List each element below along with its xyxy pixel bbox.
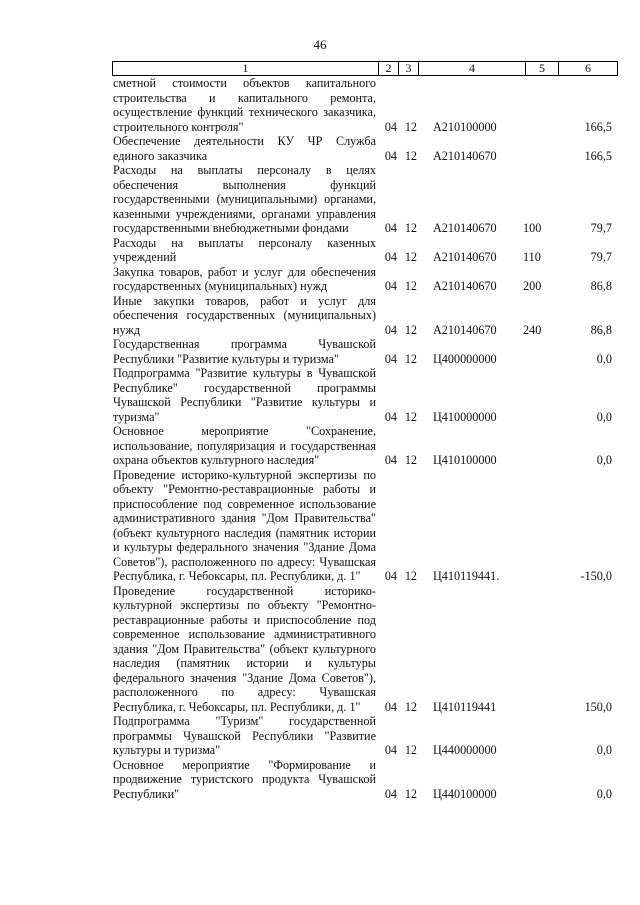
column-header-2: 2 (379, 62, 399, 76)
row-target-code: А210140670 (433, 279, 497, 293)
row-section: 04 (384, 743, 397, 757)
row-description: Основное мероприятие "Формирование и продвижение туристского продукта Чувашской Республики" (113, 757, 376, 801)
row-amount: 79,7 (590, 250, 612, 264)
row-description: сметной стоимости объектов капитального строительства и капитального ремонта, осуществление функций технического заказчика, строительного контроля" (113, 76, 376, 134)
row-description: Государственная программа Чувашской Республики "Развитие культуры и туризма" (113, 337, 376, 366)
table-row (113, 163, 613, 236)
table-row (113, 424, 613, 468)
row-amount: 0,0 (596, 453, 612, 467)
row-section: 04 (384, 453, 397, 467)
table-row (113, 366, 613, 424)
table-row (113, 134, 613, 163)
row-target-code: Ц410000000 (433, 409, 497, 424)
row-description: Проведение историко-культурной экспертизы по объекту "Ремонтно-реставрационные работы и приспособление под современное использование административного здания "Дом Правительства" (объект культурного наследия (памятник истории и культуры федерального значения "Здание Дома Советов"), расположенного по адресу: Чувашская Республика, г. Чебоксары, пл. Республики, д. 1" (113, 467, 376, 583)
row-section: 04 (384, 148, 397, 163)
row-target-code: А210140670 (433, 221, 497, 235)
row-expense-type: 240 (523, 322, 542, 337)
row-expense-type: 110 (523, 250, 541, 264)
column-header (112, 61, 618, 76)
row-section: 04 (384, 119, 397, 134)
row-section: 04 (384, 279, 397, 293)
table-row (113, 265, 613, 294)
row-target-code: Ц440100000 (433, 786, 497, 801)
row-target-code: А210100000 (433, 119, 497, 134)
row-section: 04 (384, 569, 397, 583)
budget-rows (113, 76, 613, 801)
row-description: Основное мероприятие "Сохранение, использование, популяризация и государственная охрана объектов культурного наследия" (113, 424, 376, 467)
row-target-code: А210140670 (433, 322, 497, 337)
table-row (113, 294, 613, 338)
row-subsection: 12 (404, 743, 417, 757)
row-section: 04 (384, 250, 397, 264)
row-target-code: А210140670 (433, 250, 497, 264)
row-section: 04 (384, 221, 397, 235)
row-amount: 86,8 (590, 322, 612, 337)
row-amount: 79,7 (590, 221, 612, 235)
row-expense-type: 100 (523, 221, 542, 235)
table-row (113, 468, 613, 584)
row-amount: -150,0 (580, 569, 612, 583)
row-description: Обеспечение деятельности КУ ЧР Служба единого заказчика (113, 134, 376, 163)
row-subsection: 12 (404, 279, 417, 293)
row-subsection: 12 (404, 409, 417, 424)
row-subsection: 12 (404, 221, 417, 235)
row-amount: 0,0 (596, 743, 612, 757)
row-subsection: 12 (404, 322, 417, 337)
table-row (113, 76, 613, 134)
row-description: Иные закупки товаров, работ и услуг для обеспечения государственных (муниципальных) нужд (113, 293, 376, 337)
row-subsection: 12 (404, 453, 417, 467)
row-amount: 150,0 (584, 699, 612, 714)
row-description: Проведение государственной историко-культурной экспертизы по объекту "Ремонтно-реставрационные работы и приспособление под современное использование административного здания "Дом Правительства" (объект культурного наследия (памятник истории и культуры федерального значения "Здание Дома Советов"), расположенного по адресу: Чувашская Республика, г. Чебоксары, пл. Республики, д. 1" (113, 583, 376, 714)
table-row (113, 236, 613, 265)
row-description: Расходы на выплаты персоналу в целях обеспечения выполнения функций государственными (муниципальными) органами, казенными учреждениями, органами управления государственными внебюджетными фондами (113, 163, 376, 235)
row-subsection: 12 (404, 569, 417, 583)
table-row (113, 758, 613, 802)
row-section: 04 (384, 409, 397, 424)
row-target-code: Ц440000000 (433, 743, 497, 757)
row-subsection: 12 (404, 119, 417, 134)
row-amount: 0,0 (596, 786, 612, 801)
row-target-code: Ц410100000 (433, 453, 497, 467)
row-description: Подпрограмма "Туризм" государственной программы Чувашской Республики "Развитие культуры и туризма" (113, 714, 376, 757)
row-subsection: 12 (404, 250, 417, 264)
column-header-4: 4 (419, 62, 526, 76)
table-row (113, 584, 613, 715)
row-subsection: 12 (404, 148, 417, 163)
column-header-6: 6 (559, 62, 618, 76)
row-amount: 0,0 (596, 351, 612, 366)
row-amount: 166,5 (584, 119, 612, 134)
row-amount: 86,8 (590, 279, 612, 293)
row-section: 04 (384, 786, 397, 801)
row-section: 04 (384, 351, 397, 366)
row-subsection: 12 (404, 351, 417, 366)
row-description: Подпрограмма "Развитие культуры в Чувашской Республике" государственной программы Чувашской Республики "Развитие культуры и туризма" (113, 366, 376, 424)
column-header-3: 3 (399, 62, 419, 76)
row-description: Расходы на выплаты персоналу казенных учреждений (113, 235, 376, 264)
row-subsection: 12 (404, 786, 417, 801)
table-row (113, 337, 613, 366)
row-description: Закупка товаров, работ и услуг для обеспечения государственных (муниципальных) нужд (113, 264, 376, 293)
table-row (113, 714, 613, 758)
row-amount: 166,5 (584, 148, 612, 163)
row-subsection: 12 (404, 699, 417, 714)
column-header-5: 5 (526, 62, 559, 76)
row-expense-type: 200 (523, 279, 542, 293)
row-target-code: Ц410119441. (433, 569, 500, 583)
row-target-code: Ц400000000 (433, 351, 497, 366)
row-target-code: А210140670 (433, 148, 497, 163)
row-section: 04 (384, 322, 397, 337)
row-target-code: Ц410119441 (433, 699, 497, 714)
row-amount: 0,0 (596, 409, 612, 424)
page-number: 46 (313, 37, 327, 52)
column-header-1: 1 (113, 62, 379, 76)
row-section: 04 (384, 699, 397, 714)
